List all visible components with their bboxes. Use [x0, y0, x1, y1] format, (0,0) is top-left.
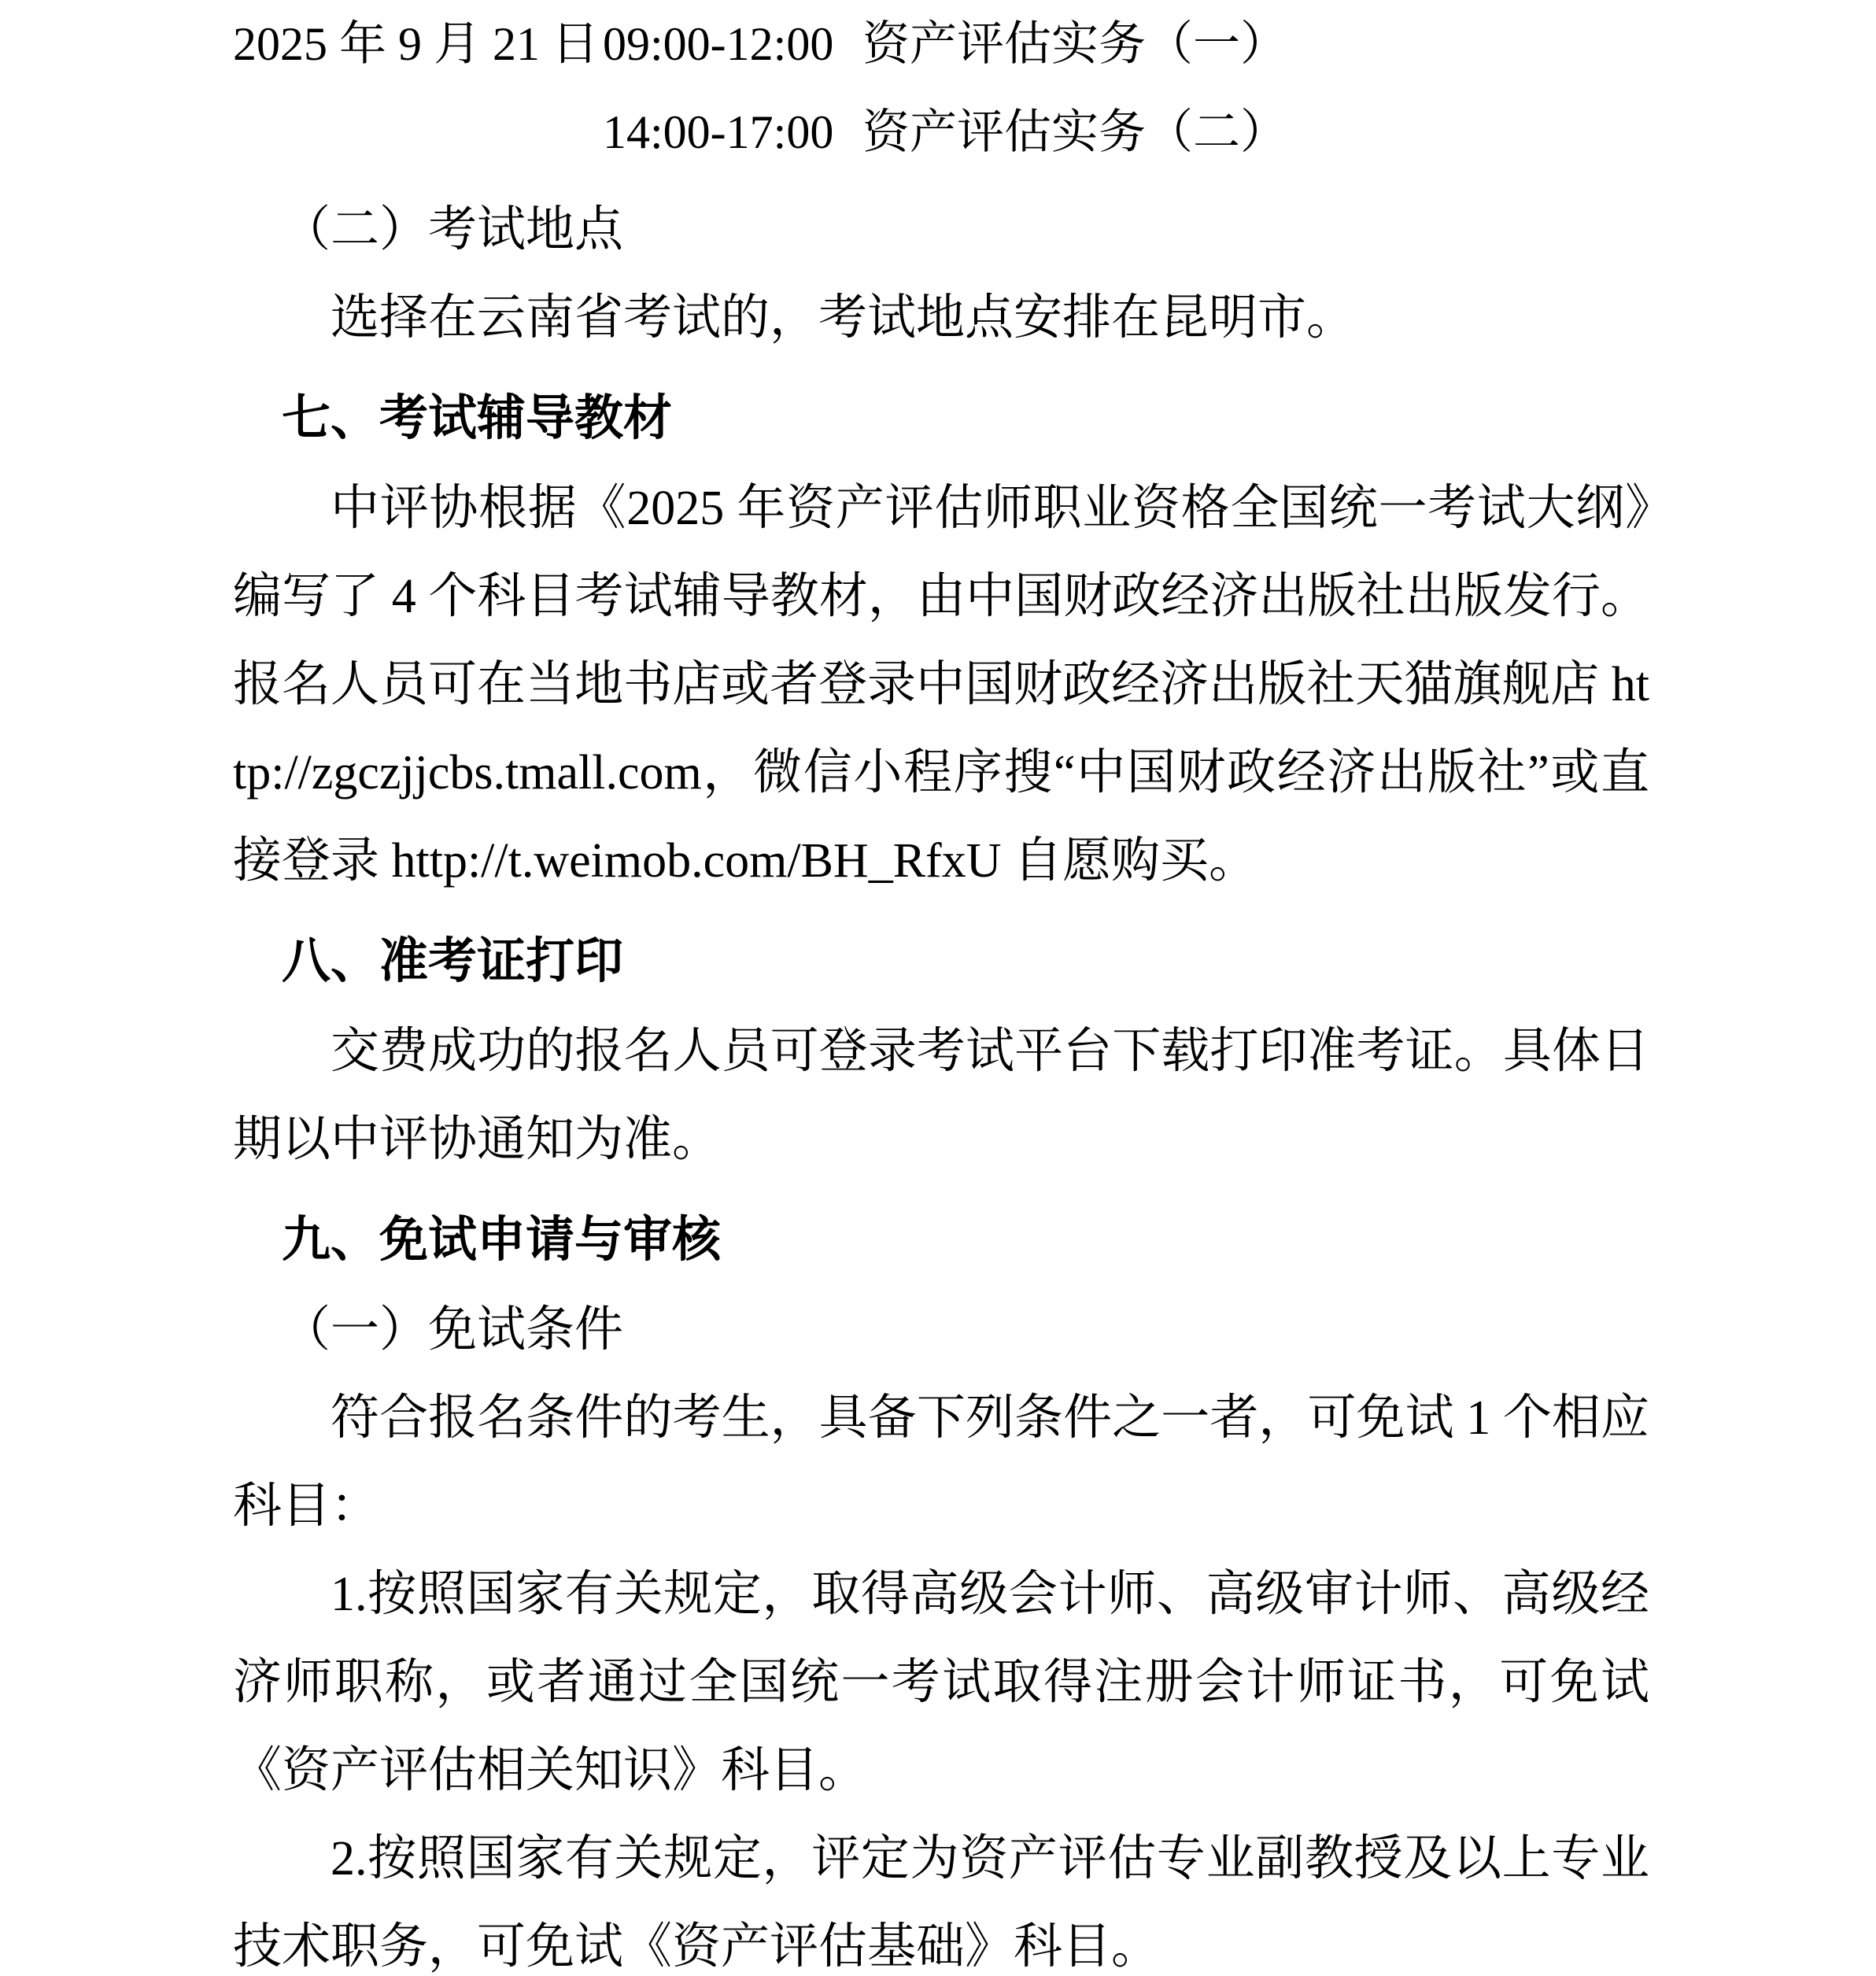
document-content: [233, 0, 1649, 1976]
spacer: [233, 905, 1649, 914]
schedule-time: 09:00-12:00: [603, 18, 834, 70]
spacer: [233, 1184, 1649, 1193]
heading-admission-ticket: 八、准考证打印: [282, 932, 624, 989]
heading-study-materials: 七、考试辅导教材: [282, 389, 673, 446]
schedule-subject: 资产评估实务（二）: [862, 106, 1287, 158]
schedule-row: [233, 88, 1649, 176]
spacer: [233, 176, 1649, 186]
subheading-exam-location: （二）考试地点: [282, 203, 624, 257]
schedule-time: 14:00-17:00: [603, 106, 834, 158]
exemption-item-2: 2.按照国家有关规定，评定为资产评估专业副教授及以上专业技术职务，可免试《资产评估基础》科目。: [233, 1832, 1649, 1974]
heading-exemption: 九、免试申请与审核: [282, 1210, 722, 1268]
paragraph-exam-location: 选择在云南省考试的，考试地点安排在昆明市。: [331, 291, 1356, 345]
paragraph-exemption-intro: 符合报名条件的考生，具备下列条件之一者，可免试 1 个相应科目：: [233, 1391, 1649, 1533]
schedule-date: 2025 年 9 月 21 日: [233, 18, 599, 70]
schedule-subject: 资产评估实务（一）: [862, 18, 1287, 70]
spacer: [233, 362, 1649, 371]
paragraph-study-materials: 中评协根据《2025 年资产评估师职业资格全国统一考试大纲》编写了 4 个科目考试辅导教材，由中国财政经济出版社出版发行。报名人员可在当地书店或者登录中国财政经济出版社天猫旗舰店 http://zgczjjcbs.tmall.com，微信小程序搜“中国财政经济出版社”或直接登录 http://t.weimob.com/BH_RfxU 自愿购买。: [233, 482, 1649, 888]
exemption-item-1: 1.按照国家有关规定，取得高级会计师、高级审计师、高级经济师职称，或者通过全国统一考试取得注册会计师证书，可免试《资产评估相关知识》科目。: [233, 1568, 1649, 1797]
paragraph-admission-ticket: 交费成功的报名人员可登录考试平台下载打印准考证。具体日期以中评协通知为准。: [233, 1025, 1649, 1166]
schedule-row: [233, 0, 1649, 88]
subheading-exemption-conditions: （一）免试条件: [282, 1303, 624, 1357]
